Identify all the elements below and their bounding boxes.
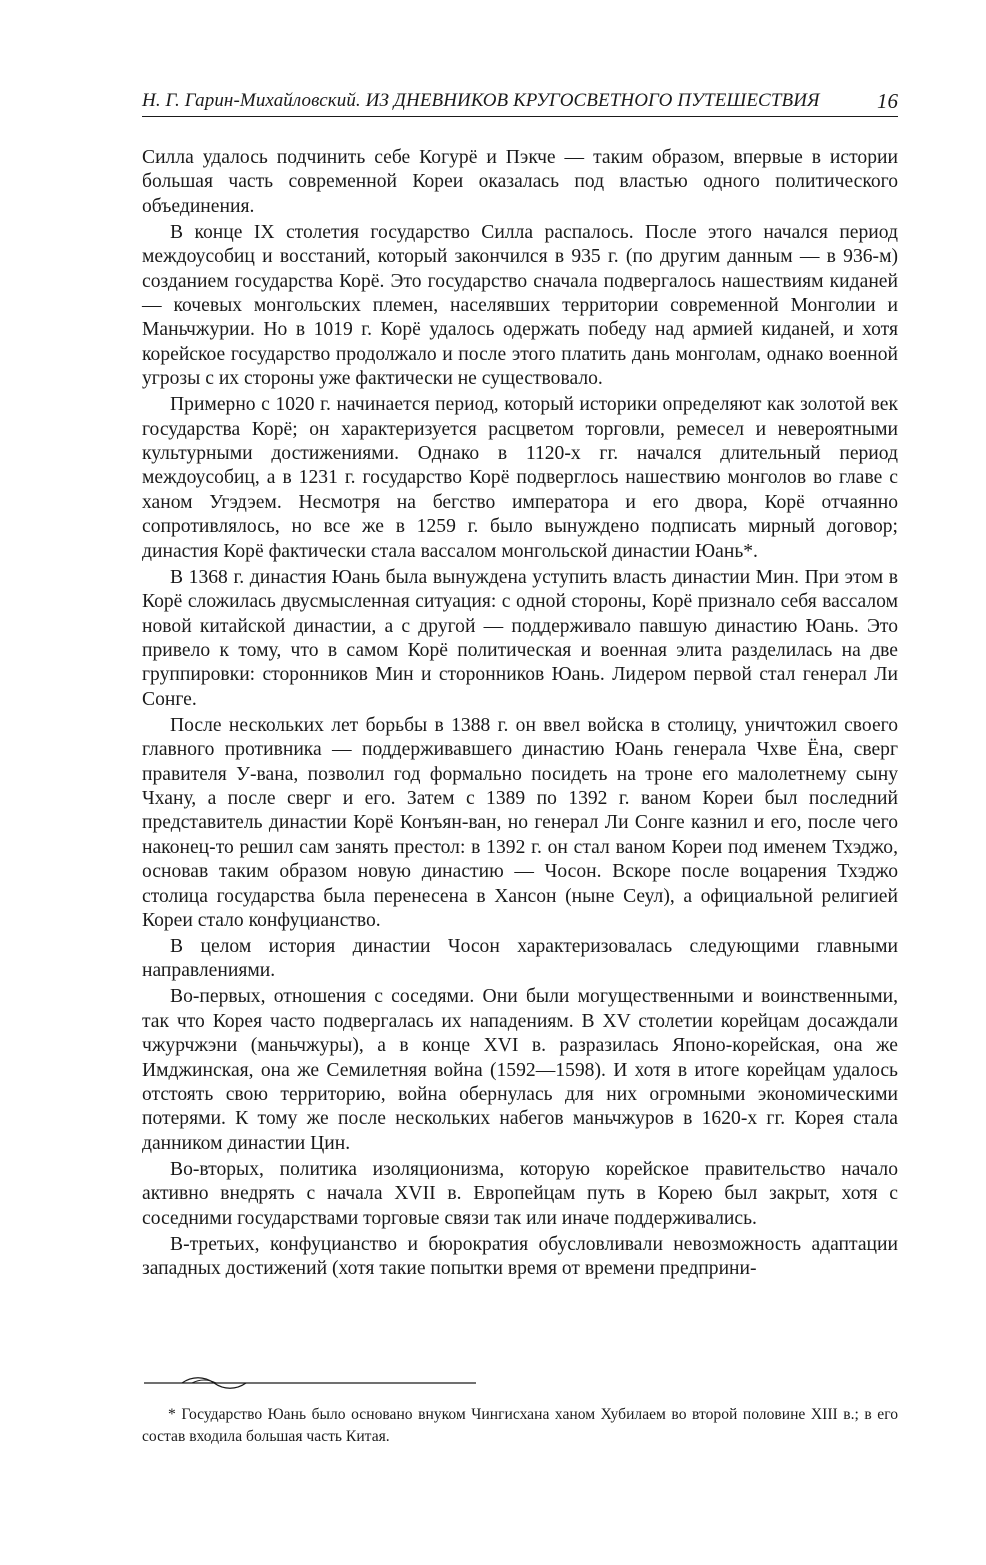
- paragraph-4: В 1368 г. династия Юань была вынуждена уступить власть династии Мин. При этом в Корё сложилась двусмысленная ситуация: с одной стороны, Корё признало себя вассалом новой китайской династии, а с другой — поддерживало павшую династию Юань. Это привело к тому, что в самом Корё политическая и военная элита разделилась на две группировки: сторонников Мин и сторонников Юань. Лидером первой стал генерал Ли Сонге.: [142, 566, 898, 710]
- body-text: [142, 146, 898, 1283]
- paragraph-8: Во-вторых, политика изоляционизма, которую корейское правительство начало активно внедрять с начала XVII в. Европейцам путь в Корею был закрыт, хотя с соседними государствами торговые связи так или иначе поддерживались.: [142, 1158, 898, 1229]
- page-number: 16: [877, 89, 898, 113]
- paragraph-7: Во-первых, отношения с соседями. Они были могущественными и воинственными, так что Корея часто подвергалась их нападениям. В XV столетии корейцам досаждали чжурчжэни (маньчжуры), а в конце XVI в. разразилась Японо-корейская, она же Имджинская, она же Семилетняя война (1592—1598). И хотя в итоге корейцам удалось отстоять свою территорию, война обернулась для них огромными экономическими потерями. К тому же после нескольких набегов маньчжуров в 1620-х гг. Корея стала данником династии Цин.: [142, 986, 898, 1154]
- paragraph-2: В конце IX столетия государство Силла распалось. После этого начался период междоусобиц и восстаний, который закончился в 935 г. (по другим данным — в 936-м) созданием государства Корё. Это государство сначала подвергалось нашествиям киданей — кочевых монгольских племен, населявших территории современной Монголии и Маньчжурии. Но в 1019 г. Корё удалось одержать победу над армией киданей, и хотя корейское государство продолжало и после этого платить дань монголам, однако военной угрозы с их стороны уже фактически не существовало.: [142, 221, 898, 390]
- footnote-text: * Государство Юань было основано внуком Чингисхана ханом Хубилаем во второй половине XIII в.; в его состав входила большая часть Китая.: [142, 1406, 898, 1445]
- header-rule: [142, 116, 898, 117]
- running-title: Н. Г. Гарин-Михайловский. ИЗ ДНЕВНИКОВ КРУГОСВЕТНОГО ПУТЕШЕСТВИЯ: [142, 90, 820, 111]
- paragraph-3: Примерно с 1020 г. начинается период, который историки определяют как золотой век государства Корё; он характеризуется расцветом торговли, ремесел и невероятными культурными достижениями. Однако в 1120-х гг. начался длительный период междоусобиц, а в 1231 г. государство Корё подверглось нашествию монголов во главе с ханом Угэдэем. Несмотря на бегство императора и его двора, Корё отчаянно сопротивлялось, но все же в 1259 г. было вынуждено подписать мирный договор; династия Корё фактически стала вассалом монгольской династии Юань*.: [142, 394, 898, 562]
- paragraph-1: Силла удалось подчинить себе Когурё и Пэкче — таким образом, впервые в истории большая часть современной Кореи оказалась под властью одного политического объединения.: [142, 147, 898, 217]
- running-header: [142, 82, 898, 112]
- paragraph-5: После нескольких лет борьбы в 1388 г. он ввел войска в столицу, уничтожил своего главного противника — поддерживавшего династию Юань генерала Чхве Ёна, сверг правителя У-вана, позволил год формально посидеть на троне его малолетнему сыну Чхану, а после сверг и его. Затем с 1389 по 1392 г. ваном Кореи был последний представитель династии Корё Конъян-ван, но генерал Ли Сонге казнил и его, после чего наконец-то решил сам занять престол: в 1392 г. он стал ваном Кореи под именем Тхэджо, основав таким образом новую династию — Чосон. Вскоре после воцарения Тхэджо столица государства была перенесена в Хансон (ныне Сеул), а официальной религией Кореи стало конфуцианство.: [142, 714, 898, 931]
- footnote-ornament-rule: [142, 1373, 476, 1393]
- paragraph-6: В целом история династии Чосон характеризовалась следующими главными направлениями.: [142, 935, 898, 982]
- footnote: [142, 1404, 898, 1448]
- paragraph-9: В-третьих, конфуцианство и бюрократия обусловливали невозможность адаптации западных достижений (хотя такие попытки время от времени предприни-: [142, 1233, 898, 1280]
